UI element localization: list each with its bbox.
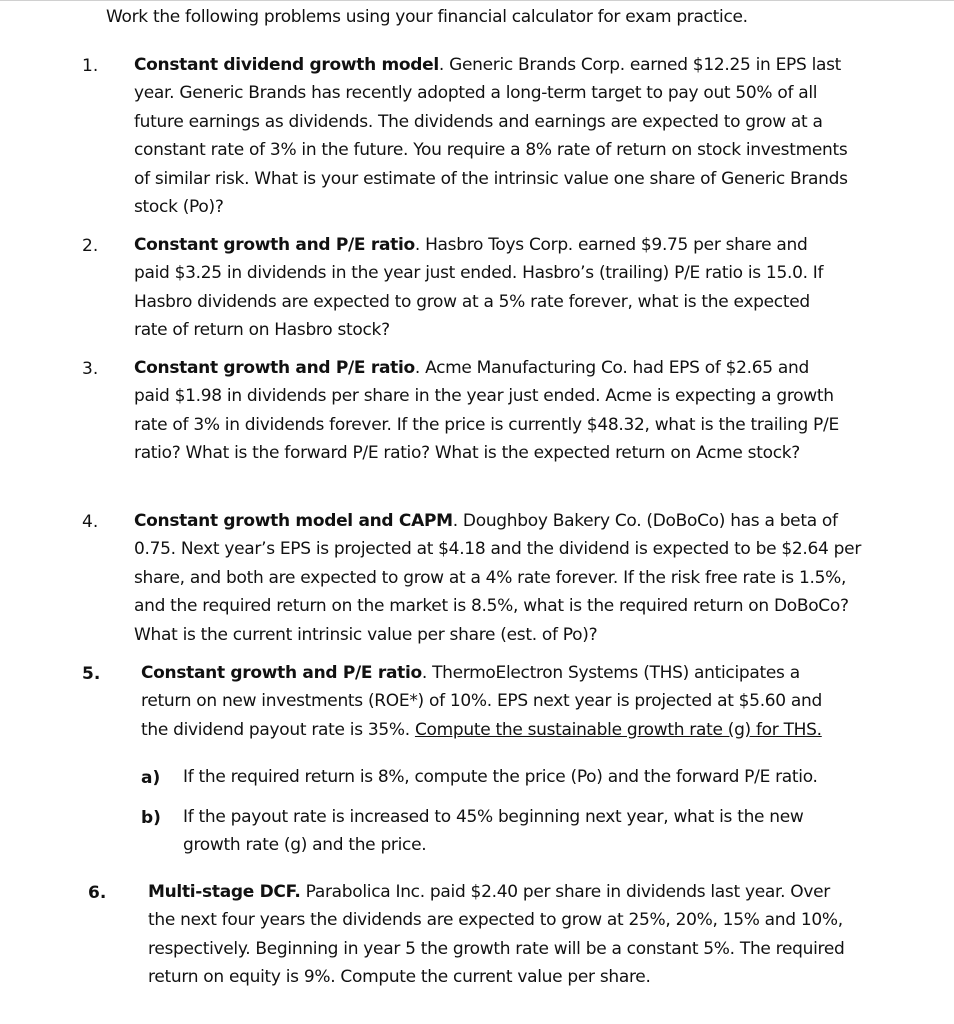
problem-6-number: 6. bbox=[88, 883, 107, 903]
problem-2-number: 2. bbox=[82, 236, 99, 256]
problem-6-title: Multi-stage DCF. bbox=[148, 882, 301, 902]
problem-4-number: 4. bbox=[82, 512, 99, 532]
problem-5-title: Constant growth and P/E ratio bbox=[141, 663, 422, 683]
problem-1-text: . Generic Brands Corp. earned $12.25 in EPS last year. Generic Brands has recently adopted a long-term target to pay out 50% of all future earnings as dividends. The dividends and earnings are expected to grow at a constant rate of 3% in the future. You require a 8% rate of return on stock investments of similar risk. What is your estimate of the intrinsic value one share of Generic Brands stock (Po)? bbox=[134, 55, 848, 218]
problem-2-text: . Hasbro Toys Corp. earned $9.75 per share and paid $3.25 in dividends in the year just ended. Hasbro’s (trailing) P/E ratio is 15.0. If Hasbro dividends are expected to grow at a 5% rate forever, what is the expected rate of return on Hasbro stock? bbox=[134, 235, 824, 341]
problem-1-title: Constant dividend growth model bbox=[134, 55, 439, 75]
problem-2 bbox=[134, 231, 846, 345]
problem-3-title: Constant growth and P/E ratio bbox=[134, 358, 415, 378]
problem-6 bbox=[148, 878, 858, 992]
problem-2-title: Constant growth and P/E ratio bbox=[134, 235, 415, 255]
top-rule bbox=[0, 0, 954, 1]
problem-4-title: Constant growth model and CAPM bbox=[134, 511, 453, 531]
problem-4-text: . Doughboy Bakery Co. (DoBoCo) has a beta of 0.75. Next year’s EPS is projected at $4.18 and the dividend is expected to be $2.64 per share, and both are expected to grow at a 4% rate forever. If the risk free rate is 1.5%, and the required return on the market is 8.5%, what is the required return on DoBoCo? What is the current intrinsic value per share (est. of Po)? bbox=[134, 511, 862, 645]
problem-5a-label: a) bbox=[141, 768, 161, 788]
problem-3 bbox=[134, 354, 846, 468]
problem-5b-label: b) bbox=[141, 808, 161, 828]
problem-5 bbox=[141, 659, 853, 744]
problem-5-text: . ThermoElectron Systems (THS) anticipates a return on new investments (ROE*) of 10%. EPS next year is projected at $5.60 and the dividend payout rate is 35%. bbox=[141, 663, 823, 740]
problem-1-number: 1. bbox=[82, 56, 99, 76]
problem-5a-text: If the required return is 8%, compute the price (Po) and the forward P/E ratio. bbox=[183, 767, 818, 787]
problem-6-text: Parabolica Inc. paid $2.40 per share in dividends last year. Over the next four years the dividends are expected to grow at 25%, 20%, 15% and 10%, respectively. Beginning in year 5 the growth rate will be a constant 5%. The required return on equity is 9%. Compute the current value per share. bbox=[148, 882, 845, 988]
problem-4 bbox=[134, 507, 862, 649]
problem-5b-text: If the payout rate is increased to 45% beginning next year, what is the new growth rate (g) and the price. bbox=[183, 807, 804, 856]
problem-3-text: . Acme Manufacturing Co. had EPS of $2.65 and paid $1.98 in dividends per share in the year just ended. Acme is expecting a growth rate of 3% in dividends forever. If the price is currently $48.32, what is the trailing P/E ratio? What is the forward P/E ratio? What is the expected return on Acme stock? bbox=[134, 358, 839, 464]
problem-5-number: 5. bbox=[82, 664, 101, 684]
instructions: Work the following problems using your financial calculator for exam practice. bbox=[106, 7, 748, 27]
problem-1 bbox=[134, 51, 854, 221]
problem-3-number: 3. bbox=[82, 359, 99, 379]
problem-5-underlined-task: Compute the sustainable growth rate (g) for THS. bbox=[414, 719, 822, 740]
